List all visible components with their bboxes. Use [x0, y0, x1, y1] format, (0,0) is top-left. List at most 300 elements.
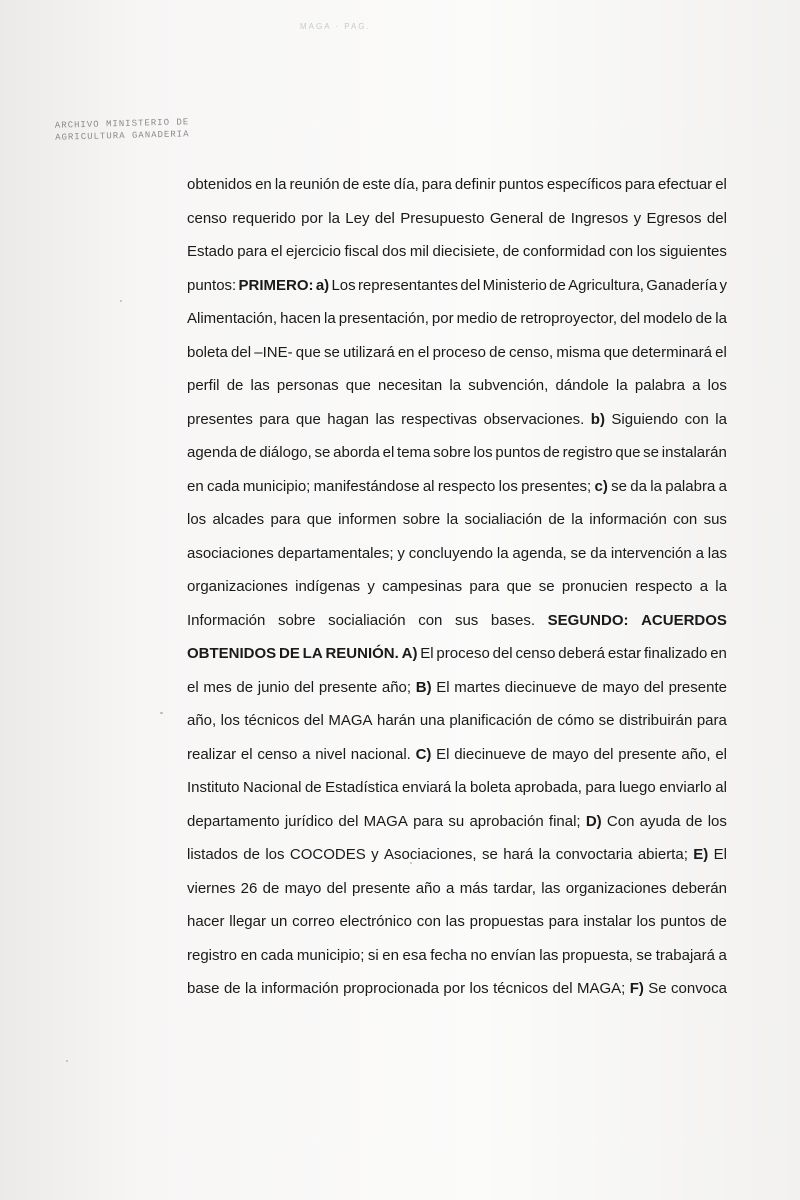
word: los	[707, 812, 727, 830]
word: y	[397, 544, 405, 562]
text-line	[187, 168, 727, 202]
word: Siguiendo	[611, 410, 679, 428]
word: da	[590, 544, 607, 562]
word: se	[570, 544, 587, 562]
word: censo	[257, 745, 298, 763]
text-line	[187, 838, 727, 872]
word: Información	[187, 611, 266, 629]
word: hacen	[280, 310, 321, 327]
text-line	[187, 235, 727, 269]
word: Asociaciones,	[384, 846, 477, 863]
word: Alimentación,	[187, 310, 278, 327]
word: año,	[681, 745, 711, 763]
word: pronucien	[561, 578, 628, 595]
word: a)	[315, 276, 330, 294]
word: aprobación	[469, 812, 544, 830]
word: en	[240, 946, 258, 964]
word: cada	[206, 477, 240, 495]
word: del	[338, 812, 359, 830]
word: puntos	[498, 176, 544, 193]
word: para	[421, 176, 452, 193]
word: las	[250, 377, 270, 394]
word: El	[436, 745, 450, 763]
stamp-line: ARCHIVO MINISTERIO DE	[54, 117, 190, 131]
word: B)	[415, 678, 432, 696]
word: por	[431, 310, 454, 327]
text-line	[187, 336, 727, 370]
word: retroproyector,	[520, 310, 618, 327]
word: en	[397, 343, 415, 361]
word: personas	[276, 377, 339, 394]
word: la	[538, 846, 551, 863]
word: a	[692, 377, 701, 394]
word: ACUERDOS	[641, 611, 727, 629]
word: misma	[556, 343, 601, 361]
word: Instituto	[187, 779, 240, 796]
word: convoctaria	[555, 846, 633, 863]
word: enviarlo	[659, 779, 712, 796]
word: realizar	[187, 745, 237, 763]
word: PRIMERO:	[238, 276, 314, 294]
text-line	[187, 436, 727, 470]
word: los	[187, 511, 207, 528]
word: la	[616, 377, 628, 394]
word: el	[382, 444, 395, 461]
word: fecha	[430, 946, 467, 964]
word: a	[718, 946, 727, 964]
word: asociaciones	[187, 544, 274, 562]
word: el	[715, 745, 727, 763]
word: los	[473, 444, 493, 461]
word: dándole	[555, 377, 609, 394]
word: tardar,	[493, 879, 536, 897]
text-line	[187, 972, 727, 1006]
word: determinará	[631, 343, 712, 361]
word: bases.	[490, 611, 536, 629]
word: el	[270, 243, 283, 260]
word: las	[375, 410, 395, 428]
word: los	[636, 243, 656, 260]
word: Se	[648, 980, 667, 997]
word: la	[454, 779, 467, 796]
word: definir	[454, 176, 496, 193]
word: listados	[187, 846, 238, 863]
word: y	[367, 578, 375, 595]
text-line	[187, 503, 727, 537]
word: la	[715, 578, 727, 595]
word: final;	[548, 812, 581, 830]
word: presente	[668, 678, 727, 696]
word: representantes	[357, 276, 459, 294]
text-line	[187, 537, 727, 571]
word: socialiación	[464, 511, 543, 528]
word: se	[538, 578, 555, 595]
word: a	[699, 578, 709, 595]
word: respecto	[634, 578, 693, 595]
word: harán	[376, 712, 416, 729]
word: la	[650, 477, 662, 495]
word: mayo	[284, 879, 322, 897]
word: de	[243, 846, 260, 863]
word: hará	[503, 846, 534, 863]
word: de	[581, 678, 598, 696]
word: de	[685, 812, 703, 830]
word: del	[552, 980, 573, 997]
word: proprocionada	[343, 980, 439, 997]
word: año,	[187, 712, 217, 729]
word: presente	[318, 678, 378, 696]
text-line	[187, 369, 727, 403]
word: REUNIÓN.	[325, 645, 399, 662]
word: para	[548, 913, 579, 930]
word: si	[367, 946, 379, 964]
word: los	[707, 377, 727, 394]
word: de	[543, 444, 560, 461]
text-line	[187, 872, 727, 906]
scan-speck	[160, 712, 163, 714]
text-line	[187, 905, 727, 939]
word: Presupuesto	[400, 209, 485, 227]
word: los	[636, 913, 656, 930]
word: en	[382, 946, 399, 964]
top-faint-mark: MAGA · PAG.	[300, 22, 371, 31]
word: El	[436, 678, 450, 696]
text-line	[187, 470, 727, 504]
word: presentes	[187, 410, 253, 428]
word: obtenidos	[187, 176, 253, 193]
word: para	[624, 176, 655, 193]
word: boleta	[469, 779, 511, 796]
word: reunión	[289, 176, 340, 193]
word: cada	[260, 946, 294, 964]
word: en	[255, 176, 272, 193]
word: de	[223, 980, 241, 997]
word: del	[326, 879, 347, 897]
word: C)	[415, 745, 432, 763]
word: por	[301, 209, 323, 227]
word: palabra	[634, 377, 685, 394]
word: de	[239, 444, 257, 461]
word: COCODES	[289, 846, 366, 863]
word: convoca	[671, 980, 727, 997]
word: el	[240, 745, 253, 763]
word: sus	[454, 611, 479, 629]
word: información	[589, 511, 667, 528]
word: no	[470, 946, 488, 964]
word: trabajará	[655, 946, 715, 964]
word: para	[585, 779, 616, 796]
word: el	[187, 678, 199, 696]
word: municipio;	[296, 946, 365, 964]
word: deberán	[671, 879, 727, 897]
word: correo	[292, 913, 335, 930]
word: para	[696, 712, 727, 729]
word: sobre	[433, 444, 471, 461]
word: Con	[606, 812, 635, 830]
word: departamento	[187, 812, 280, 830]
word: siguientes	[659, 243, 727, 260]
word: año;	[381, 678, 412, 696]
word: puntos	[660, 913, 706, 930]
word: planificación	[449, 712, 532, 729]
word: el	[715, 176, 727, 193]
word: propuestas	[469, 913, 544, 930]
word: mayo	[602, 678, 640, 696]
word: alcades	[212, 511, 265, 528]
scan-speck	[120, 300, 122, 302]
word: del	[231, 343, 252, 361]
text-line	[187, 805, 727, 839]
word: respecto	[437, 477, 496, 495]
word: concluyendo	[408, 544, 493, 562]
word: Ley	[345, 209, 370, 227]
word: el	[417, 343, 430, 361]
word: del	[620, 310, 641, 327]
text-line	[187, 604, 727, 638]
word: y	[371, 846, 379, 863]
word: agenda,	[512, 544, 567, 562]
word: registro	[562, 444, 613, 461]
word: Estado	[187, 243, 234, 260]
word: socialiación	[328, 611, 406, 629]
word: la	[496, 544, 509, 562]
word: del	[643, 678, 664, 696]
word: de	[342, 176, 360, 193]
word: Ingresos	[570, 209, 629, 227]
word: deberá	[558, 645, 606, 662]
word: con	[608, 243, 634, 260]
word: para	[237, 243, 268, 260]
word: censo,	[508, 343, 554, 361]
word: OBTENIDOS	[187, 645, 277, 662]
text-line	[187, 771, 727, 805]
text-line	[187, 738, 727, 772]
word: que	[506, 578, 532, 595]
word: la	[324, 310, 336, 327]
word: la	[715, 310, 727, 327]
text-line	[187, 202, 727, 236]
word: palabra	[665, 477, 716, 495]
word: sus	[703, 511, 727, 528]
word: de	[710, 913, 727, 930]
word: a	[695, 544, 704, 562]
word: los	[498, 477, 518, 495]
word: dos	[382, 243, 407, 260]
word: censo	[187, 209, 228, 227]
word: mes	[203, 678, 232, 696]
word: estar	[607, 645, 642, 662]
word: esa	[402, 946, 427, 964]
word: base	[187, 980, 220, 997]
word: que	[295, 410, 321, 428]
word: jurídico	[284, 812, 334, 830]
word: diecinueve	[454, 745, 526, 763]
text-line	[187, 403, 727, 437]
word: manifestándose	[313, 477, 420, 495]
word: para	[270, 511, 301, 528]
word: las	[445, 913, 465, 930]
word: proceso	[436, 645, 490, 662]
word: aborda	[333, 444, 380, 461]
word: con	[418, 611, 443, 629]
word: Estadística	[325, 779, 399, 796]
word: enviará	[402, 779, 452, 796]
word: proceso	[432, 343, 486, 361]
word: con	[673, 511, 698, 528]
word: aprobada,	[514, 779, 582, 796]
word: diecinueve	[504, 678, 577, 696]
word: –INE-	[254, 343, 293, 361]
word: la	[571, 511, 583, 528]
word: a	[718, 477, 727, 495]
word: del	[492, 645, 513, 662]
word: boleta	[187, 343, 228, 361]
word: nacional.	[350, 745, 411, 763]
word: una	[419, 712, 445, 729]
word: LA	[302, 645, 323, 662]
word: intervención	[610, 544, 692, 562]
word: SEGUNDO:	[547, 611, 629, 629]
word: E)	[693, 846, 709, 863]
word: Los	[331, 276, 356, 294]
word: da	[630, 477, 647, 495]
word: b)	[590, 410, 605, 428]
word: de	[549, 276, 566, 294]
word: diálogo,	[259, 444, 312, 461]
word: de	[500, 310, 518, 327]
word: DE	[279, 645, 300, 662]
word: se	[323, 343, 340, 361]
text-line	[187, 704, 727, 738]
word: campesinas	[382, 578, 463, 595]
word: de	[236, 678, 254, 696]
word: llegar	[229, 913, 266, 930]
word: instalar	[583, 913, 632, 930]
word: se	[598, 712, 615, 729]
word: de	[226, 377, 244, 394]
word: puntos:	[187, 276, 237, 294]
word: los	[220, 712, 240, 729]
word: indígenas	[295, 578, 361, 595]
word: se	[314, 444, 331, 461]
word: de	[502, 243, 520, 260]
word: un	[270, 913, 288, 930]
word: luego	[618, 779, 656, 796]
word: la	[328, 209, 340, 227]
word: sobre	[402, 511, 441, 528]
word: que	[295, 343, 321, 361]
word: registro	[187, 946, 238, 964]
word: requerido	[232, 209, 296, 227]
word: que	[615, 444, 641, 461]
word: departamentales;	[277, 544, 394, 562]
word: y	[719, 276, 727, 294]
document-body	[187, 168, 727, 1006]
word: presente	[352, 879, 411, 897]
word: F)	[629, 980, 644, 997]
word: las	[707, 544, 727, 562]
word: la	[449, 377, 462, 394]
word: utilizará	[342, 343, 395, 361]
word: técnicos	[244, 712, 300, 729]
word: de	[262, 879, 280, 897]
word: subvención,	[468, 377, 549, 394]
text-line	[187, 637, 727, 671]
word: Ministerio	[482, 276, 547, 294]
word: medio	[456, 310, 498, 327]
word: presentación,	[338, 310, 429, 327]
word: junio	[257, 678, 290, 696]
word: de	[489, 343, 506, 361]
text-line	[187, 939, 727, 973]
word: informen	[338, 511, 397, 528]
word: al	[715, 779, 727, 796]
word: su	[448, 812, 465, 830]
word: que	[345, 377, 371, 394]
word: efectuar	[657, 176, 713, 193]
text-line	[187, 269, 727, 303]
word: organizaciones	[565, 879, 667, 897]
word: al	[422, 477, 435, 495]
word: con	[684, 410, 709, 428]
word: del	[706, 209, 727, 227]
word: respectivas	[401, 410, 477, 428]
word: MAGA	[328, 712, 373, 729]
word: de	[695, 310, 713, 327]
word: específicos	[546, 176, 622, 193]
word: electrónico	[339, 913, 412, 930]
word: General	[489, 209, 544, 227]
word: cómo	[557, 712, 595, 729]
word: a	[446, 879, 455, 897]
word: fiscal	[344, 243, 379, 260]
word: viernes	[187, 879, 236, 897]
word: la	[245, 980, 257, 997]
word: distribuirán	[618, 712, 693, 729]
scan-speck	[66, 1060, 68, 1062]
text-line	[187, 302, 727, 336]
word: 26	[240, 879, 258, 897]
word: se	[636, 946, 653, 964]
word: las	[541, 879, 561, 897]
word: abierta;	[637, 846, 688, 863]
word: la	[446, 511, 459, 528]
word: para	[469, 578, 500, 595]
word: censo	[515, 645, 556, 662]
word: instalarán	[661, 444, 727, 461]
word: a	[302, 745, 311, 763]
word: El	[420, 645, 434, 662]
text-line	[187, 671, 727, 705]
word: finalizado	[644, 645, 708, 662]
word: necesitan	[378, 377, 443, 394]
word: con	[416, 913, 441, 930]
word: hagan	[327, 410, 370, 428]
word: sobre	[277, 611, 316, 629]
word: mil	[409, 243, 429, 260]
word: los	[265, 846, 285, 863]
word: El	[713, 846, 727, 863]
word: para	[413, 812, 444, 830]
word: envían	[490, 946, 536, 964]
word: día,	[393, 176, 419, 193]
word: que	[306, 511, 332, 528]
word: del	[593, 745, 614, 763]
word: de	[304, 779, 322, 796]
word: se	[611, 477, 627, 495]
word: organizaciones	[187, 578, 288, 595]
word: MAGA	[363, 812, 408, 830]
